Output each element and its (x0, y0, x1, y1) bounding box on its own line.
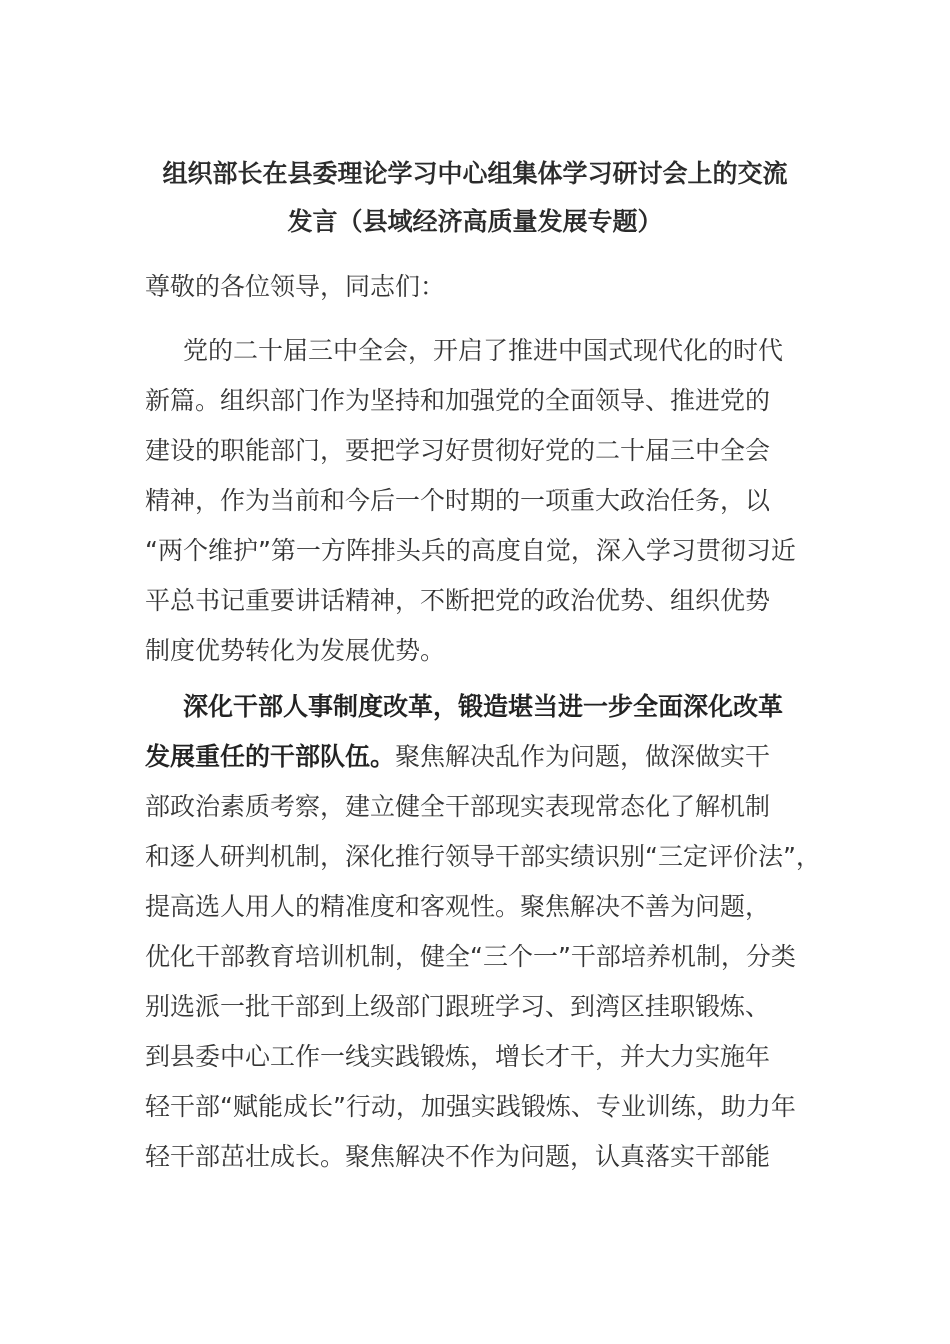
paragraph-2-line: 轻干部“赋能成长”行动，加强实践锻炼、专业训练，助力年 (145, 1092, 796, 1121)
paragraph-2-line: 和逐人研判机制，深化推行领导干部实绩识别“三定评价法”， (145, 842, 821, 871)
section-heading-line-1: 深化干部人事制度改革，锻造堪当进一步全面深化改革 (183, 692, 784, 721)
paragraph-1-line: 精神，作为当前和今后一个时期的一项重大政治任务，以 (145, 486, 771, 515)
paragraph-1-line: 党的二十届三中全会，开启了推进中国式现代化的时代 (183, 336, 784, 365)
paragraph-2-line-rest: 聚焦解决乱作为问题，做深做实干 (395, 742, 771, 771)
document-title (120, 150, 830, 246)
paragraph-2-line: 别选派一批干部到上级部门跟班学习、到湾区挂职锻炼、 (145, 992, 771, 1021)
paragraph-1-line: 制度优势转化为发展优势。 (145, 636, 446, 665)
salutation: 尊敬的各位领导，同志们： (145, 272, 446, 301)
title-line-2: 发言（县域经济高质量发展专题） (287, 207, 663, 236)
paragraph-2-line: 提高选人用人的精准度和客观性。聚焦解决不善为问题， (145, 892, 771, 921)
paragraph-2-line: 轻干部茁壮成长。聚焦解决不作为问题，认真落实干部能 (145, 1142, 771, 1171)
paragraph-2 (145, 682, 835, 1182)
paragraph-1-line: “两个维护”第一方阵排头兵的高度自觉，深入学习贯彻习近 (145, 536, 796, 565)
paragraph-1-line: 建设的职能部门，要把学习好贯彻好党的二十届三中全会 (145, 436, 771, 465)
section-heading-line-2: 发展重任的干部队伍。 (145, 742, 396, 771)
paragraph-1-line: 平总书记重要讲话精神，不断把党的政治优势、组织优势 (145, 586, 771, 615)
paragraph-2-line: 部政治素质考察，建立健全干部现实表现常态化了解机制 (145, 792, 771, 821)
paragraph-1 (145, 326, 835, 676)
paragraph-1-line: 新篇。组织部门作为坚持和加强党的全面领导、推进党的 (145, 386, 771, 415)
paragraph-2-line: 到县委中心工作一线实践锻炼，增长才干，并大力实施年 (145, 1042, 771, 1071)
title-line-1: 组织部长在县委理论学习中心组集体学习研讨会上的交流 (162, 159, 788, 188)
paragraph-2-line: 优化干部教育培训机制，健全“三个一”干部培养机制，分类 (145, 942, 796, 971)
paragraph-2-line (145, 732, 835, 782)
